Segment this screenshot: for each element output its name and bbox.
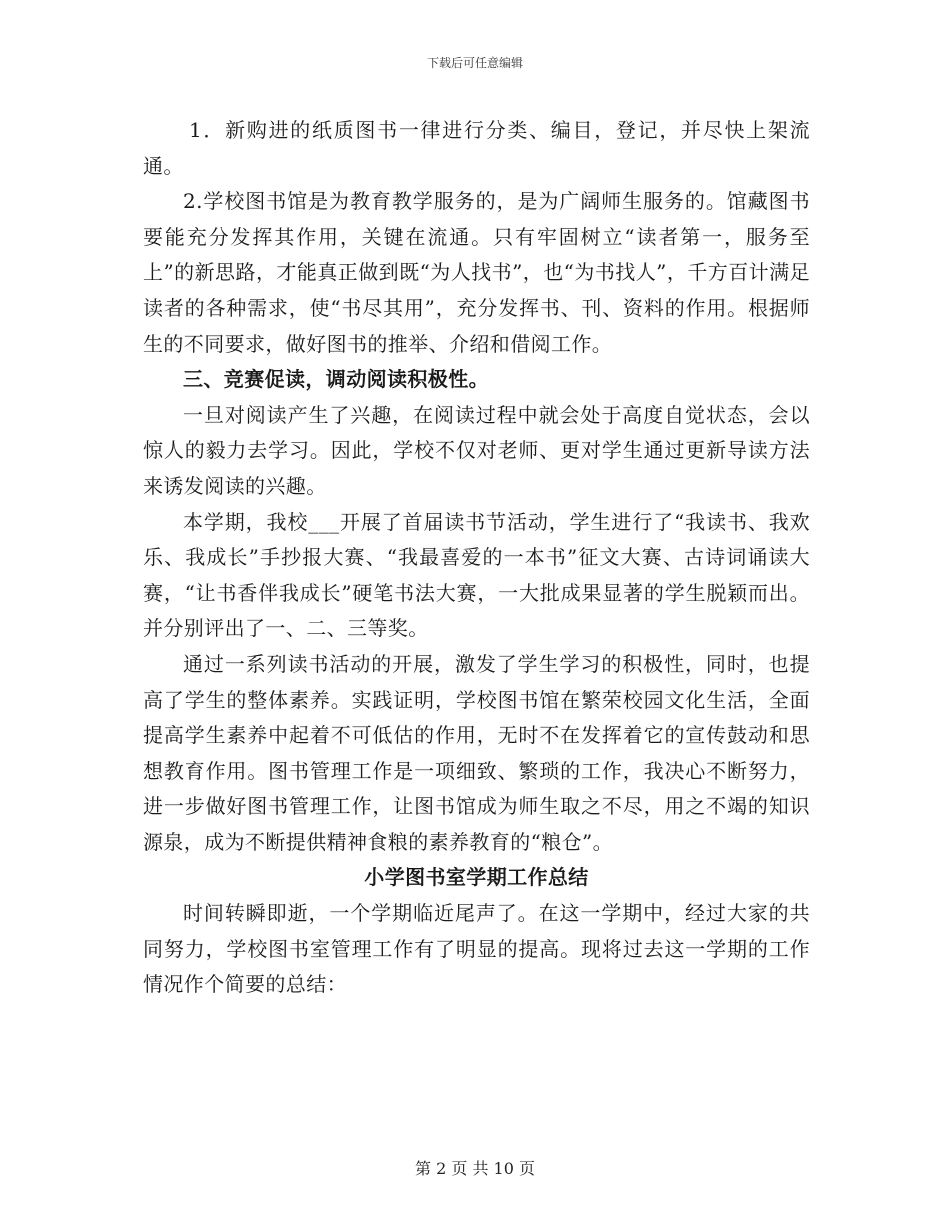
paragraph-2: 2.学校图书馆是为教育教学服务的，是为广阔师生服务的。馆藏图书要能充分发挥其作用，关键在流通。只有牢固树立“读者第一，服务至上”的新思路，才能真正做到既“为人找书”，也“为书找人”，千方百计满足读者的各种需求，使“书尽其用”，充分发挥书、刊、资料的作用。根据师生的不同要求，做好图书的推举、介绍和借阅工作。 bbox=[143, 189, 810, 356]
page-header: 下载后可任意编辑 bbox=[426, 56, 523, 70]
paragraph-3: 一旦对阅读产生了兴趣，在阅读过程中就会处于高度自觉状态，会以惊人的毅力去学习。因此，学校不仅对老师、更对学生通过更新导读方法来诱发阅读的兴趣。 bbox=[143, 402, 810, 498]
paragraph-4: 本学期，我校___开展了首届读书节活动，学生进行了“我读书、我欢乐、我成长”手抄报大赛、“我最喜爱的一本书”征文大赛、古诗词诵读大赛，“让书香伴我成长”硬笔书法大赛，一大批成果显著的学生脱颖而出。并分别评出了一、二、三等奖。 bbox=[143, 509, 810, 641]
paragraph-1: 1．新购进的纸质图书一律进行分类、编目，登记，并尽快上架流通。 bbox=[143, 118, 810, 178]
document-body bbox=[143, 113, 810, 1003]
document-title: 小学图书室学期工作总结 bbox=[364, 865, 589, 890]
paragraph-6: 时间转瞬即逝，一个学期临近尾声了。在这一学期中，经过大家的共同努力，学校图书室管理工作有了明显的提高。现将过去这一学期的工作情况作个简要的总结： bbox=[143, 901, 810, 997]
section-heading-3: 三、竞赛促读，调动阅读积极性。 bbox=[183, 367, 489, 392]
page-footer: 第 2 页 共 10 页 bbox=[415, 1159, 535, 1178]
paragraph-5: 通过一系列读书活动的开展，激发了学生学习的积极性，同时，也提高了学生的整体素养。实践证明，学校图书馆在繁荣校园文化生活，全面提高学生素养中起着不可低估的作用，无时不在发挥着它的宣传鼓动和思想教育作用。图书管理工作是一项细致、繁琐的工作，我决心不断努力，进一步做好图书管理工作，让图书馆成为师生取之不尽，用之不竭的知识源泉，成为不断提供精神食粮的素养教育的“粮仓”。 bbox=[143, 651, 810, 854]
